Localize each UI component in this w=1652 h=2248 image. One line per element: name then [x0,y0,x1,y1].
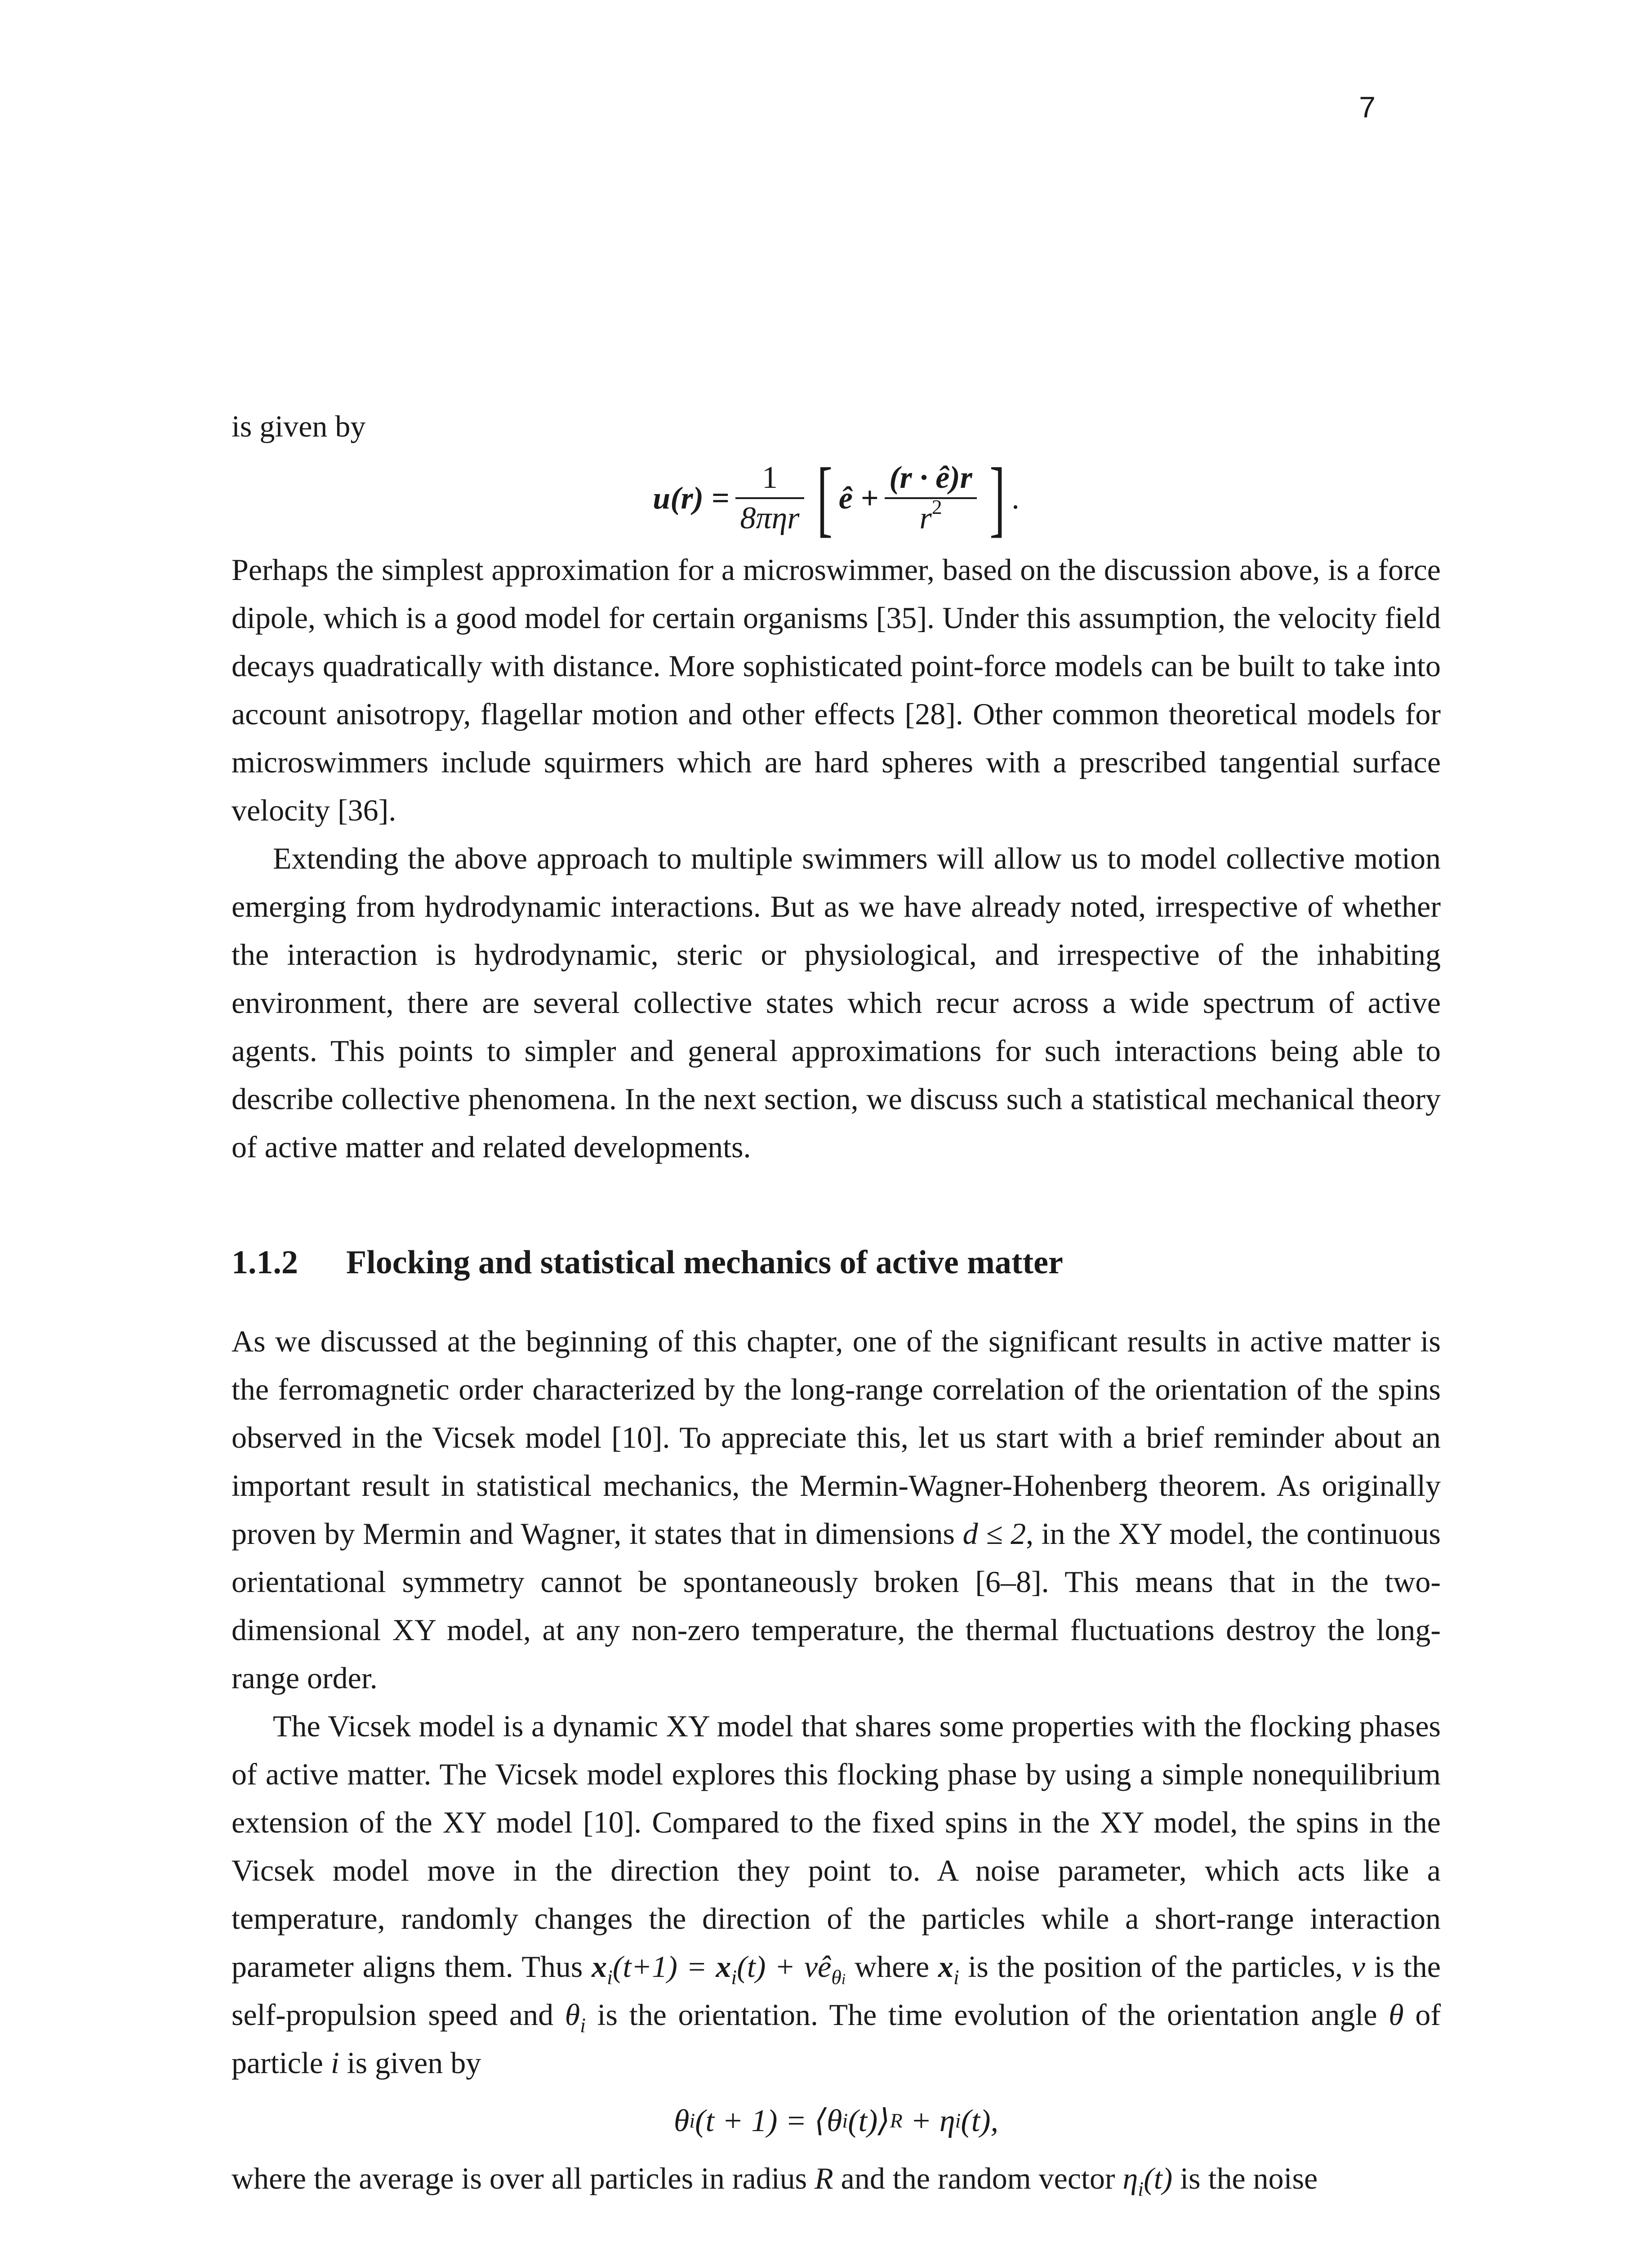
lead-text: is given by [232,409,366,443]
para5-text-1: where the average is over all particles in radius [232,2161,807,2195]
eq2-text: (t)⟩ [848,2103,890,2138]
eq1-lhs: u(r) = [653,481,730,516]
eq2-rhs: + η [910,2103,955,2138]
paragraph-microswimmer: Perhaps the simplest approximation for a microswimmer, based on the discussion above, is a force dipole, which is a good model for certain organisms [35]. Under this assumption, the velocity field decays quadratically with distance. More sophisticated point-force models can be built to take into account anisotropy, flagellar motion and other effects [28]. Other common theoretical models for microswimmers include squirmers which are hard spheres with a prescribed tangential surface velocity [36]. [232,553,1441,827]
equation-orientation-update: θ i (t + 1) = ⟨θ i (t)⟩ R + η i (t), [232,2087,1441,2154]
math-x: x [592,1949,607,1984]
paragraph-mermin-wagner [232,1317,1441,1702]
eq2-text: (t + 1) = ⟨θ [695,2103,842,2138]
section-title: Flocking and statistical mechanics of active matter [346,1244,1063,1281]
para3-text-2: , in the XY model, the continuous orientational symmetry cannot be spontaneously broken [6–8]. This means that in the two-dimensional XY model, at any non-zero temperature, the thermal fluctuations destroy the long-range order. [232,1517,1441,1695]
para4-text-4: is the self-propulsion speed and [232,1949,1441,2032]
math-x: x [938,1949,953,1984]
math-theta: θ [831,1966,842,1989]
math-rest: (t+1) = [612,1949,707,1984]
eq1-term1: ê + [838,481,879,516]
paragraph-vicsek-model [232,1702,1441,2087]
para3-text-1: As we discussed at the beginning of this chapter, one of the significant results in active matter is the ferromagnetic order characterized by the long-range correlation of the orientation of the spins observed in the Vicsek model [10]. To appreciate this, let us start with a brief reminder about an important result in statistical mechanics, the Mermin-Wagner-Hohenberg theorem. As originally proven by Mermin and Wagner, it states that in dimensions [232,1324,1441,1551]
equation-velocity-field [232,450,1441,546]
page-body [232,402,1441,2203]
para4-text-5: is the orientation. The time evolution of the orientation angle [597,1998,1377,2032]
math-sub: i [607,1966,613,1989]
math-theta: θ [565,1998,580,2032]
inline-math-dimension: d ≤ 2 [962,1517,1026,1551]
paragraph-collective-motion: Extending the above approach to multiple swimmers will allow us to model collective motion emerging from hydrodynamic interactions. But as we have already noted, irrespective of whether the interaction is hydrodynamic, steric or physiological, and irrespective of the inhabiting environment, there are several collective states which recur across a wide spectrum of active agents. This points to simpler and general approximations for such interactions being able to describe collective phenomena. In the next section, we discuss such a statistical mechanical theory of active matter and related developments. [232,841,1441,1164]
math-i: i [330,2046,339,2080]
math-sub: i [731,1966,737,1989]
eq1-fraction-1 [735,459,804,538]
paragraph-noise [232,2154,1441,2203]
math-x: x [716,1949,731,1984]
eq2-theta: θ [673,2103,690,2138]
para4-text-6: of particle [232,1998,1441,2080]
eq1-tail: . [1011,481,1020,516]
section-number: 1.1.2 [232,1244,298,1281]
para4-text-2: where [855,1949,930,1984]
math-theta: θ [1389,1998,1404,2032]
eq1-frac2-exponent: 2 [931,495,942,518]
para5-text-2: and the random vector [841,2161,1115,2195]
eq1-frac2-numerator: (r · ê)r [889,460,972,495]
math-eta: η [1122,2161,1138,2195]
right-bracket: ] [989,451,1005,545]
para4-text-7: is given by [347,2046,481,2080]
math-sub: i [953,1966,959,1989]
page-number: 7 [1359,90,1376,124]
para4-text-1: The Vicsek model is a dynamic XY model that shares some properties with the flocking phases of active matter. The Vicsek model explores this flocking phase by using a simple nonequilibrium extension of the XY model [10]. Compared to the fixed spins in the XY model, the spins in the Vicsek model move in the direction they point to. A noise parameter, which acts like a temperature, randomly changes the direction of the particles while a short-range interaction parameter aligns them. Thus [232,1709,1441,1984]
para5-text-3: is the noise [1180,2161,1318,2195]
math-sub-theta [831,1966,846,1989]
left-bracket: [ [816,451,833,545]
eq1-frac2-denominator: r [919,501,932,535]
math-v: v [1351,1949,1365,1984]
math-sub: i [580,2014,586,2037]
eq1-fraction-2 [885,459,977,538]
math-rest: (t) [1144,2161,1173,2195]
math-R: R [815,2161,833,2195]
para4-text-3: is the position of the particles, [968,1949,1343,1984]
math-rest: (t) + vê [737,1949,832,1984]
math-sub: i [1138,2177,1144,2200]
eq2-text: (t), [961,2103,999,2138]
eq1-frac1-denominator: 8πηr [740,501,800,535]
section-heading [232,1239,1441,1287]
math-subsub: i [841,1971,846,1988]
eq1-frac1-numerator: 1 [761,460,778,495]
